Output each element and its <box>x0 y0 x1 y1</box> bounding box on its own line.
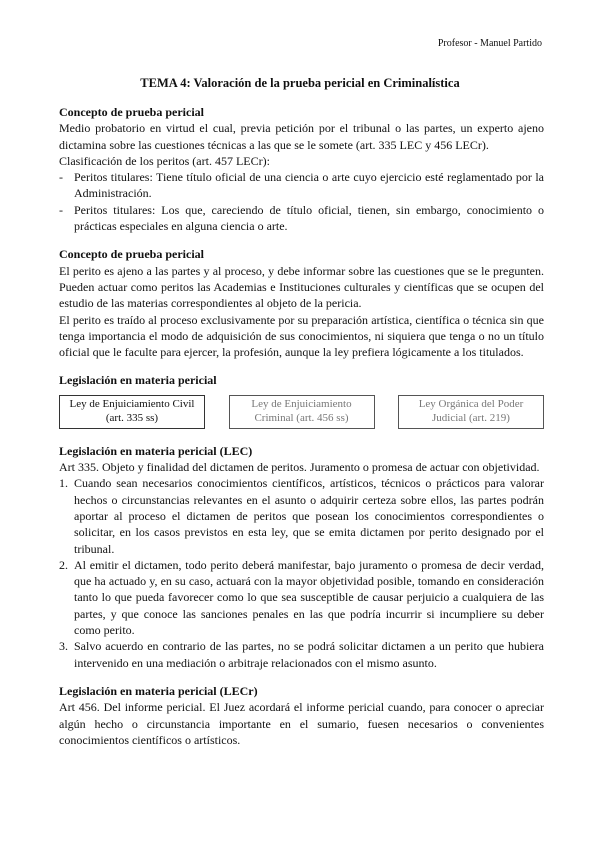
list-item: 1. Cuando sean necesarios conocimientos científicos, artísticos, técnicos o prácticos para valorar hechos o circunstancias relevantes en el asunto o adquirir certeza sobre ellos, las partes podrán aportar al proceso el dictamen de peritos que posean los conocimientos correspondientes o solicitar, en los casos previstos en esta ley, que se emita dictamen por perito designado por el tribunal. <box>59 476 544 556</box>
section-concepto-1 <box>59 104 544 234</box>
document-body <box>59 104 544 748</box>
paragraph: Art 456. Del informe pericial. El Juez acordará el informe pericial cuando, para conocer o apreciar algún hecho o circunstancia importante en el sumario, fuesen necesarios o convenientes conocimientos científicos o artísticos. <box>59 700 544 747</box>
list-item: 3. Salvo acuerdo en contrario de las partes, no se podrá solicitar dictamen a un perito que hubiera intervenido en una mediación o arbitraje relacionados con el mismo asunto. <box>59 639 544 670</box>
paragraph: Art 335. Objeto y finalidad del dictamen de peritos. Juramento o promesa de actuar con objetividad. <box>59 460 540 475</box>
section-heading: Concepto de prueba pericial <box>59 105 204 119</box>
paragraph: El perito es ajeno a las partes y al proceso, y debe informar sobre las cuestiones que se le pregunten. Pueden actuar como peritos las Academias e Instituciones culturales y científicas que se ocupen del estudio de las materias correspondientes al objeto de la pericia. <box>59 263 544 311</box>
box-lopj: Ley Orgánica del Poder Judicial (art. 219) <box>398 395 544 429</box>
page-header-author: Profesor - Manuel Partido <box>437 38 542 49</box>
section-lec <box>59 443 544 671</box>
section-legislacion <box>59 372 544 428</box>
paragraph: Medio probatorio en virtud el cual, previa petición por el tribunal o las partes, un experto ajeno dictamina sobre las cuestiones técnicas a las que se le somete (art. 335 LEC y 456 LECr). <box>59 121 544 152</box>
document-title: TEMA 4: Valoración de la prueba pericial en Criminalística <box>140 76 460 90</box>
section-heading: Legislación en materia pericial <box>59 373 217 388</box>
section-heading: Concepto de prueba pericial <box>59 247 204 262</box>
lec-article-list <box>59 475 544 671</box>
section-heading: Legislación en materia pericial (LEC) <box>59 443 253 458</box>
list-item: 2. Al emitir el dictamen, todo perito deberá manifestar, bajo juramento o promesa de decir verdad, que ha actuado y, en su caso, actuará con la mayor objetividad posible, tomando en consideración tanto lo que pueda favorecer como lo que sea susceptible de causar perjuicio a cualquiera de las partes, y que conoce las sanciones penales en las que podría incurrir si incumpliere su deber como perito. <box>59 557 544 638</box>
paragraph: El perito es traído al proceso exclusivamente por su preparación artística, científica o técnica sin que tenga importancia el modo de adquisición de sus conocimientos, ni siquiera que tenga o no un título oficial que le faculte para ejercer, la profesión, aunque la ley prefiera lógicamente a los titulados. <box>59 312 544 360</box>
section-lecr <box>59 683 544 748</box>
list-item: - Peritos titulares: Tiene título oficial de una ciencia o arte cuyo ejercicio esté reglamentado por la Administración. <box>59 169 544 202</box>
box-lec: Ley de Enjuiciamiento Civil (art. 335 ss) <box>59 395 205 429</box>
paragraph: Clasificación de los peritos (art. 457 LECr): <box>59 153 270 168</box>
legislation-boxes <box>59 395 544 429</box>
section-concepto-2 <box>59 246 544 360</box>
box-lecr: Ley de Enjuiciamiento Criminal (art. 456 ss) <box>229 395 375 429</box>
list-item: - Peritos titulares: Los que, careciendo de título oficial, tienen, sin embargo, conocimiento o prácticas especiales en alguna ciencia o arte. <box>59 202 544 235</box>
section-heading: Legislación en materia pericial (LECr) <box>59 683 258 698</box>
peritos-list <box>59 169 544 234</box>
